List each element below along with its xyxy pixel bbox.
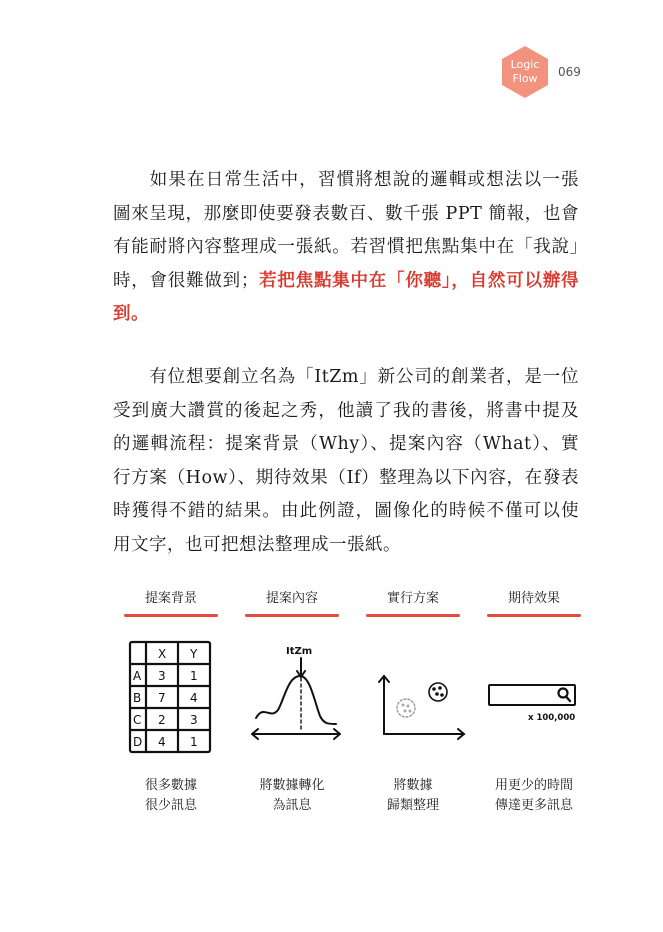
red-underline-2	[245, 614, 339, 617]
caption-3-line-2: 歸類整理	[386, 798, 439, 813]
page-number: 069	[558, 65, 581, 79]
column-title-background	[116, 590, 226, 617]
column-title-1: 提案背景	[144, 591, 197, 606]
column-title-4: 期待效果	[507, 591, 560, 606]
badge-text	[497, 58, 553, 86]
red-underline-3	[366, 614, 460, 617]
grey-cluster-icon	[397, 699, 415, 717]
caption-4-line-2: 傳達更多訊息	[494, 798, 573, 813]
table-cell-a-x: 3	[158, 669, 166, 683]
data-table-sketch	[128, 640, 214, 756]
caption-4-line-1: 用更少的時間	[494, 778, 573, 793]
table-cell-b-x: 7	[158, 691, 166, 705]
table-row-label-d: D	[133, 735, 143, 749]
logic-flow-badge	[497, 44, 553, 100]
search-count-label: x 100,000	[528, 713, 576, 723]
table-header-x: X	[158, 647, 167, 661]
red-underline-4	[487, 614, 581, 617]
column-title-3: 實行方案	[386, 591, 439, 606]
bell-curve-sketch	[248, 640, 344, 744]
caption-2-line-2: 為訊息	[272, 798, 312, 813]
badge-line-1: Logic	[510, 58, 540, 71]
table-row-label-b: B	[133, 691, 142, 705]
table-cell-b-y: 4	[190, 691, 198, 705]
caption-1-line-1: 很多數據	[144, 778, 197, 793]
table-header-y: Y	[190, 647, 198, 661]
caption-3-line-1: 將數據	[393, 778, 433, 793]
column-caption-3	[358, 776, 468, 816]
paragraph-1-text: 如果在日常生活中，習慣將想說的邏輯或想法以一張圖來呈現，那麼即使要發表數百、數千張 PPT 簡報，也會有能耐將內容整理成一張紙。若習慣把焦點集中在「我說」時，會很難做到；	[113, 170, 579, 291]
table-cell-d-y: 1	[190, 735, 198, 749]
column-title-plan	[358, 590, 468, 617]
table-cell-c-y: 3	[190, 713, 198, 727]
paragraph-1-highlight: 若把焦點集中在「你聽」，自然可以辦得到。	[113, 270, 579, 324]
paragraph-1	[113, 164, 579, 332]
column-title-effect	[479, 590, 589, 617]
paragraph-2	[113, 361, 579, 562]
column-caption-1	[116, 776, 226, 816]
curve-label: ItZm	[286, 646, 313, 657]
scatter-axes-sketch	[374, 670, 468, 740]
column-caption-4	[479, 776, 589, 816]
table-cell-a-y: 1	[190, 669, 198, 683]
column-title-2: 提案內容	[265, 591, 318, 606]
column-caption-2	[237, 776, 347, 816]
caption-1-line-2: 很少訊息	[144, 798, 197, 813]
table-row-label-c: C	[133, 713, 142, 727]
search-box-sketch	[486, 682, 580, 726]
paragraph-2-text: 有位想要創立名為「ItZm」新公司的創業者，是一位受到廣大讚賞的後起之秀，他讀了我的書後，將書中提及的邏輯流程：提案背景（Why）、提案內容（What）、實行方案（How）、期待效果（If）整理為以下內容，在發表時獲得不錯的結果。由此例證，圖像化的時候不僅可以使用文字，也可把想法整理成一張紙。	[113, 367, 579, 555]
column-title-content	[237, 590, 347, 617]
caption-2-line-1: 將數據轉化	[259, 778, 325, 793]
table-row-label-a: A	[133, 669, 142, 683]
table-cell-c-x: 2	[158, 713, 166, 727]
table-cell-d-x: 4	[158, 735, 166, 749]
black-cluster-icon	[429, 683, 447, 701]
badge-line-2: Flow	[512, 72, 538, 85]
red-underline-1	[124, 614, 218, 617]
